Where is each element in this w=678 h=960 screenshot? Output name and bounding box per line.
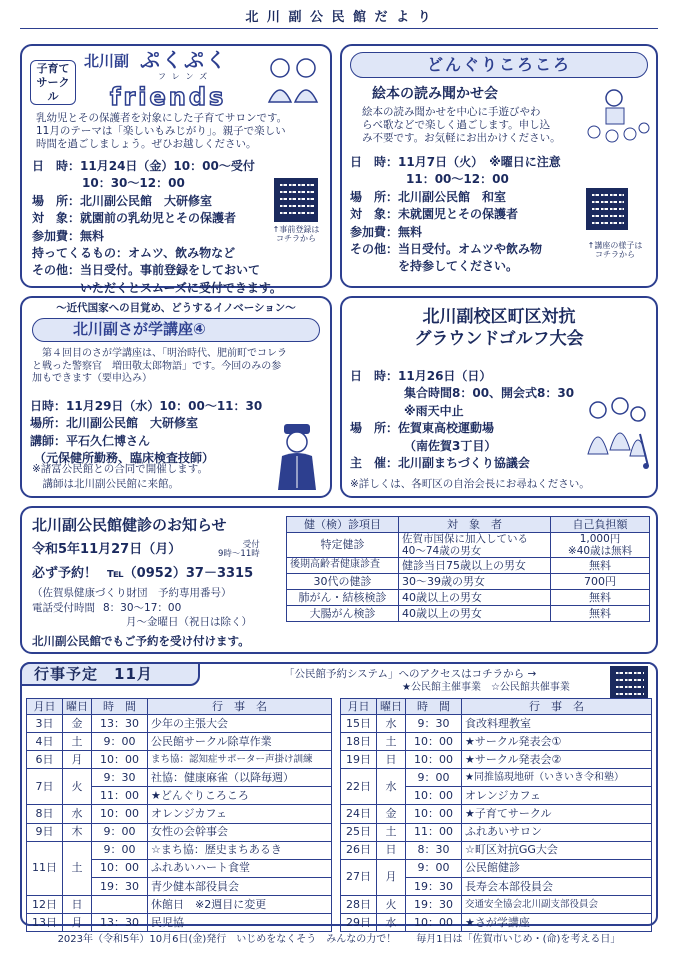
- golf-date: 11月26日（日）: [398, 369, 492, 383]
- table-cell: 肺がん・結核検診: [287, 590, 399, 606]
- schedule-table-right: [340, 698, 652, 932]
- weekday-cell: 月: [377, 859, 406, 895]
- table-header: 曜日: [63, 699, 92, 715]
- table-row: [27, 805, 332, 823]
- golf-host: 北川副まちづくり協議会: [398, 455, 530, 470]
- lecture-note-1: ※諸富公民館との合同で開催します。: [32, 463, 208, 475]
- donguri-date: 11月7日（火）: [398, 155, 484, 169]
- time-cell: 11：00: [92, 787, 148, 805]
- event-cell: 少年の主張大会: [148, 715, 332, 733]
- donguri-target: 未就園児とその保護者: [398, 207, 519, 222]
- lecture-date: 11月29日（水）10：00～11：30: [66, 399, 263, 413]
- event-cell: ふれあいハート食堂: [148, 859, 332, 877]
- lecture-title: 北川副さが学講座④: [32, 318, 320, 342]
- event-cell: ★サークル発表会①: [462, 733, 652, 751]
- date-cell: 8日: [27, 805, 63, 823]
- date-cell: 6日: [27, 751, 63, 769]
- time-cell: 9：00: [406, 769, 462, 787]
- weekday-cell: 月: [63, 751, 92, 769]
- weekday-cell: 日: [377, 751, 406, 769]
- golf-place: 佐賀東高校運動場: [398, 421, 495, 436]
- checkup-reserve: [32, 566, 253, 582]
- date-label: 日 時：: [32, 159, 81, 173]
- health-checkup-section: [20, 506, 658, 654]
- table-row: [287, 590, 650, 606]
- event-cell: ☆町区対抗GG大会: [462, 841, 652, 859]
- event-cell: まち協：認知症サポーター声掛け訓練: [148, 751, 332, 769]
- weekday-cell: 金: [377, 805, 406, 823]
- checkup-hours: 8：30～17：00: [103, 601, 182, 614]
- lecture-banner: ～近代国家への目覚め、どうするイノベーション～: [56, 302, 296, 314]
- donguri-place: 北川副公民館 和室: [398, 189, 507, 204]
- time-cell: 19：30: [92, 877, 148, 895]
- event-cell: オレンジカフェ: [462, 787, 652, 805]
- event-cell: ★サークル発表会②: [462, 751, 652, 769]
- time-cell: 9：30: [406, 715, 462, 733]
- time-cell: 10：00: [406, 914, 462, 932]
- friends-section: [20, 44, 332, 295]
- date-cell: 25日: [341, 823, 377, 841]
- golf-section: [340, 296, 658, 498]
- weekday-cell: 土: [63, 733, 92, 751]
- table-cell: 無料: [551, 606, 650, 622]
- table-header: 行 事 名: [148, 699, 332, 715]
- date-cell: 4日: [27, 733, 63, 751]
- date-label: 日時：: [30, 399, 67, 413]
- weekday-cell: 土: [377, 733, 406, 751]
- time-cell: 10：00: [406, 787, 462, 805]
- checkup-date: 令和5年11月27日（月）: [32, 542, 182, 557]
- place-label: 場 所：: [350, 189, 399, 204]
- lecture-details: [30, 398, 262, 468]
- weekday-cell: 水: [377, 715, 406, 733]
- date-cell: 12日: [27, 895, 63, 913]
- donguri-qr-caption: ↑講座の様子は コチラから: [587, 241, 643, 259]
- table-row: [287, 558, 650, 574]
- time-cell: 13：30: [92, 715, 148, 733]
- donguri-qr-code[interactable]: [586, 188, 628, 230]
- weekday-cell: 土: [377, 823, 406, 841]
- family-illustration: [264, 54, 324, 104]
- table-row: [341, 769, 652, 787]
- time-cell: 10：00: [406, 805, 462, 823]
- date-cell: 28日: [341, 895, 377, 913]
- event-cell: ★さが学講座: [462, 914, 652, 932]
- checkup-days: 月～金曜日（祝日は除く）: [126, 616, 252, 629]
- friends-time: 10：30～12：00: [82, 176, 185, 191]
- table-header: 月日: [27, 699, 63, 715]
- weekday-cell: 火: [377, 895, 406, 913]
- table-cell: 30～39歳の男女: [399, 574, 551, 590]
- table-cell: 後期高齢者健康診査: [287, 558, 399, 574]
- table-header: 時 間: [92, 699, 148, 715]
- golf-title: [342, 306, 656, 350]
- time-cell: 10：00: [406, 751, 462, 769]
- table-row: [341, 715, 652, 733]
- place-label: 場所：: [30, 416, 67, 431]
- checkup-contact: [32, 586, 252, 630]
- weekday-cell: 火: [63, 769, 92, 805]
- table-header: 健（検）診項目: [287, 517, 399, 533]
- date-cell: 27日: [341, 859, 377, 895]
- time-cell: 13：30: [92, 914, 148, 932]
- time-cell: 10：00: [92, 859, 148, 877]
- table-cell: 佐賀市国保に加入している 40～74歳の男女: [399, 533, 551, 558]
- lecture-place: 北川副公民館 大研修室: [66, 416, 199, 431]
- table-row: [287, 574, 650, 590]
- time-cell: 8：30: [406, 841, 462, 859]
- friends-ruby: フレンズ: [158, 72, 214, 81]
- checkup-title: 北川副公民館健診のお知らせ: [32, 516, 227, 534]
- event-cell: 休館日 ※2週目に変更: [148, 895, 332, 913]
- event-cell: 公民館健診: [462, 859, 652, 877]
- friends-fee: 無料: [80, 228, 105, 243]
- time-cell: 9：00: [406, 859, 462, 877]
- date-cell: 15日: [341, 715, 377, 733]
- police-officer-illustration: [272, 422, 322, 492]
- event-cell: 青少健本部役員会: [148, 877, 332, 895]
- event-cell: ☆まち協：歴史まちあるき: [148, 841, 332, 859]
- checkup-table: [286, 516, 650, 622]
- lecture-note-2: 講師は北川副公民館に来館。: [32, 477, 179, 490]
- table-row: [27, 769, 332, 787]
- time-cell: [92, 895, 148, 913]
- golf-time: 集合時間8：00、開会式8：30: [404, 386, 575, 401]
- date-cell: 24日: [341, 805, 377, 823]
- donguri-fee: 無料: [398, 224, 423, 239]
- table-cell: 1,000円 ※40歳は無料: [551, 533, 650, 558]
- lecture-intro: 第４回目のさが学講座は、「明治時代、肥前町でコレラ と戦った警察官 増田敬太郎物語」です。今回のみの参 加もできます（要申込み）: [32, 348, 287, 384]
- time-cell: 10：00: [92, 751, 148, 769]
- date-cell: 26日: [341, 841, 377, 859]
- table-cell: 30代の健診: [287, 574, 399, 590]
- weekday-cell: 水: [377, 914, 406, 932]
- time-cell: 9：30: [92, 769, 148, 787]
- weekday-cell: 月: [63, 914, 92, 932]
- hours-label: 電話受付時間: [32, 601, 95, 614]
- event-cell: 社協：健康麻雀（以降毎週）: [148, 769, 332, 787]
- lecture-notes: [32, 462, 208, 491]
- table-row: [27, 715, 332, 733]
- lecturer-name: 平石久仁博さん: [66, 433, 151, 448]
- footer-text: 2023年（令和5年）10月6日(金)発行 いじめをなくそう みんなの力で！ 毎月1日は「佐賀市いじめ・(命)を考える日」: [57, 934, 621, 945]
- date-cell: 3日: [27, 715, 63, 733]
- event-cell: ふれあいサロン: [462, 823, 652, 841]
- other-label: その他：: [32, 263, 81, 278]
- friends-other: 当日受付。事前登録をしておいて いただくとスムーズに受付できます。: [80, 263, 282, 295]
- checkup-org: （佐賀県健康づくり財団 予約専用番号）: [32, 587, 232, 599]
- table-cell: 健診当日75歳以上の男女: [399, 558, 551, 574]
- date-cell: 11日: [27, 841, 63, 895]
- date-cell: 13日: [27, 914, 63, 932]
- saga-lecture-section: [20, 296, 332, 498]
- golf-place-address: （南佐賀3丁目）: [404, 438, 497, 453]
- target-label: 対 象：: [32, 211, 81, 226]
- golf-details: [350, 368, 574, 472]
- table-row: [27, 751, 332, 769]
- table-header: 時 間: [406, 699, 462, 715]
- weekday-cell: 水: [377, 769, 406, 805]
- time-cell: 11：00: [406, 823, 462, 841]
- friends-qr-caption: ↑事前登録は コチラから: [272, 225, 320, 243]
- time-cell: 19：30: [406, 895, 462, 913]
- friends-qr-code[interactable]: [274, 178, 318, 222]
- time-cell: 10：00: [92, 805, 148, 823]
- table-row: [341, 733, 652, 751]
- donguri-section: [340, 44, 658, 288]
- friends-bring: オムツ、飲み物など: [128, 245, 236, 260]
- checkup-must: 必ず予約！: [32, 566, 98, 581]
- table-row: [27, 733, 332, 751]
- fee-label: 参加費：: [350, 224, 399, 239]
- date-cell: 19日: [341, 751, 377, 769]
- place-label: 場 所：: [32, 193, 81, 208]
- table-row: [341, 841, 652, 859]
- table-cell: 無料: [551, 590, 650, 606]
- table-row: [341, 751, 652, 769]
- weekday-cell: 日: [63, 895, 92, 913]
- event-cell: ★同推協現地研（いきいき令和塾）: [462, 769, 652, 787]
- golf-rain-note: ※雨天中止: [404, 403, 464, 418]
- golf-title-line1: 北川副校区町区対抗: [422, 307, 576, 327]
- date-cell: 22日: [341, 769, 377, 805]
- event-cell: オレンジカフェ: [148, 805, 332, 823]
- table-cell: 大腸がん検診: [287, 606, 399, 622]
- donguri-other: 当日受付。オムツや飲み物 を持参してください。: [398, 241, 543, 274]
- table-header: 月日: [341, 699, 377, 715]
- place-label: 場 所：: [350, 421, 399, 436]
- friends-tag: 子育て サークル: [30, 60, 76, 105]
- table-cell: 無料: [551, 558, 650, 574]
- event-cell: ★子育てサークル: [462, 805, 652, 823]
- table-row: [27, 895, 332, 913]
- checkup-tel[interactable]: ℡（0952）37－3315: [107, 566, 254, 581]
- time-cell: 19：30: [406, 877, 462, 895]
- table-row: [341, 914, 652, 932]
- friends-place: 北川副公民館 大研修室: [80, 193, 213, 208]
- header-divider: [20, 28, 658, 29]
- other-label: その他：: [350, 241, 399, 256]
- donguri-details: [350, 154, 561, 276]
- host-label: 主 催：: [350, 455, 399, 470]
- golf-note: ※詳しくは、各町区の自治会長にお尋ねください。: [350, 478, 590, 490]
- table-header: 自己負担額: [551, 517, 650, 533]
- reading-illustration: [584, 86, 650, 146]
- fee-label: 参加費：: [32, 228, 81, 243]
- schedule-table-left: [26, 698, 332, 932]
- table-row: [287, 533, 650, 558]
- time-cell: 9：00: [92, 823, 148, 841]
- reservation-system-link[interactable]: 「公民館予約システム」へのアクセスはコチラから →: [284, 668, 537, 680]
- newsletter-title: 北 川 副 公 民 館 だ よ り: [245, 10, 433, 25]
- date-cell: 18日: [341, 733, 377, 751]
- event-cell: 交通安全協会北川副支部役員会: [462, 895, 652, 913]
- table-row: [341, 895, 652, 913]
- event-cell: 公民館サークル除草作業: [148, 733, 332, 751]
- donguri-intro: 絵本の読み聞かせを中心に手遊びやわ らべ歌などで楽しく過ごします。申し込 み不要です。お気軽にお出かけください。: [362, 106, 561, 145]
- table-row: [341, 823, 652, 841]
- date-cell: 7日: [27, 769, 63, 805]
- donguri-note: ※曜日に注意: [489, 155, 561, 169]
- friends-date: 11月24日（金）10：00～受付: [80, 159, 255, 173]
- donguri-time: 11：00～12：00: [406, 172, 509, 187]
- table-row: [27, 914, 332, 932]
- schedule-legend: ★公民館主催事業 ☆公民館共催事業: [402, 682, 570, 693]
- weekday-cell: 土: [63, 841, 92, 895]
- date-cell: 29日: [341, 914, 377, 932]
- table-header: 行 事 名: [462, 699, 652, 715]
- weekday-cell: 日: [377, 841, 406, 859]
- golf-title-line2: グラウンドゴルフ大会: [414, 329, 584, 350]
- weekday-cell: 水: [63, 805, 92, 823]
- donguri-title: どんぐりころころ: [350, 52, 648, 78]
- lecturer-label: 講師：: [30, 433, 67, 448]
- table-cell: 特定健診: [287, 533, 399, 558]
- golfers-illustration: [580, 394, 652, 470]
- event-cell: 食改料理教室: [462, 715, 652, 733]
- table-header: 曜日: [377, 699, 406, 715]
- date-label: 日 時：: [350, 369, 399, 383]
- friends-details: [32, 158, 282, 297]
- friends-title-en: friends: [110, 83, 227, 111]
- time-cell: 9：00: [92, 733, 148, 751]
- schedule-title: 行事予定 11月: [20, 662, 200, 686]
- friends-title-jp: 北川副: [84, 52, 130, 70]
- table-cell: 40歳以上の男女: [399, 590, 551, 606]
- event-cell: 民児協: [148, 914, 332, 932]
- lecturer-note: （元保健所勤務、臨床検査技師）: [34, 451, 215, 466]
- table-row: [341, 805, 652, 823]
- table-cell: 40歳以上の男女: [399, 606, 551, 622]
- donguri-subtitle: 絵本の読み聞かせ会: [372, 86, 498, 102]
- schedule-section: [20, 662, 658, 929]
- weekday-cell: 金: [63, 715, 92, 733]
- table-header: 対 象 者: [399, 517, 551, 533]
- checkup-also: 北川副公民館でもご予約を受け付けます。: [32, 634, 250, 648]
- event-cell: ★どんぐりころころ: [148, 787, 332, 805]
- weekday-cell: 木: [63, 823, 92, 841]
- friends-intro: 乳幼児とその保護者を対象にした子育てサロンです。 11月のテーマは「楽しいもみじがり」。親子で楽しい 時間を過ごしましょう。ぜひお越しください。: [36, 112, 288, 151]
- event-cell: 女性の会幹事会: [148, 823, 332, 841]
- friends-target: 就園前の乳幼児とその保護者: [80, 211, 237, 226]
- event-cell: 長寿会本部役員会: [462, 877, 652, 895]
- table-row: [27, 823, 332, 841]
- friends-title-kana: ぷくぷく: [140, 48, 228, 72]
- table-row: [27, 841, 332, 859]
- checkup-reception: 受付 9時～11時: [218, 540, 260, 560]
- table-row: [287, 606, 650, 622]
- table-row: [341, 859, 652, 877]
- bring-label: 持ってくるもの：: [32, 245, 129, 260]
- date-cell: 9日: [27, 823, 63, 841]
- table-cell: 700円: [551, 574, 650, 590]
- time-cell: 9：00: [92, 841, 148, 859]
- date-label: 日 時：: [350, 155, 399, 169]
- time-cell: 10：00: [406, 733, 462, 751]
- target-label: 対 象：: [350, 207, 399, 222]
